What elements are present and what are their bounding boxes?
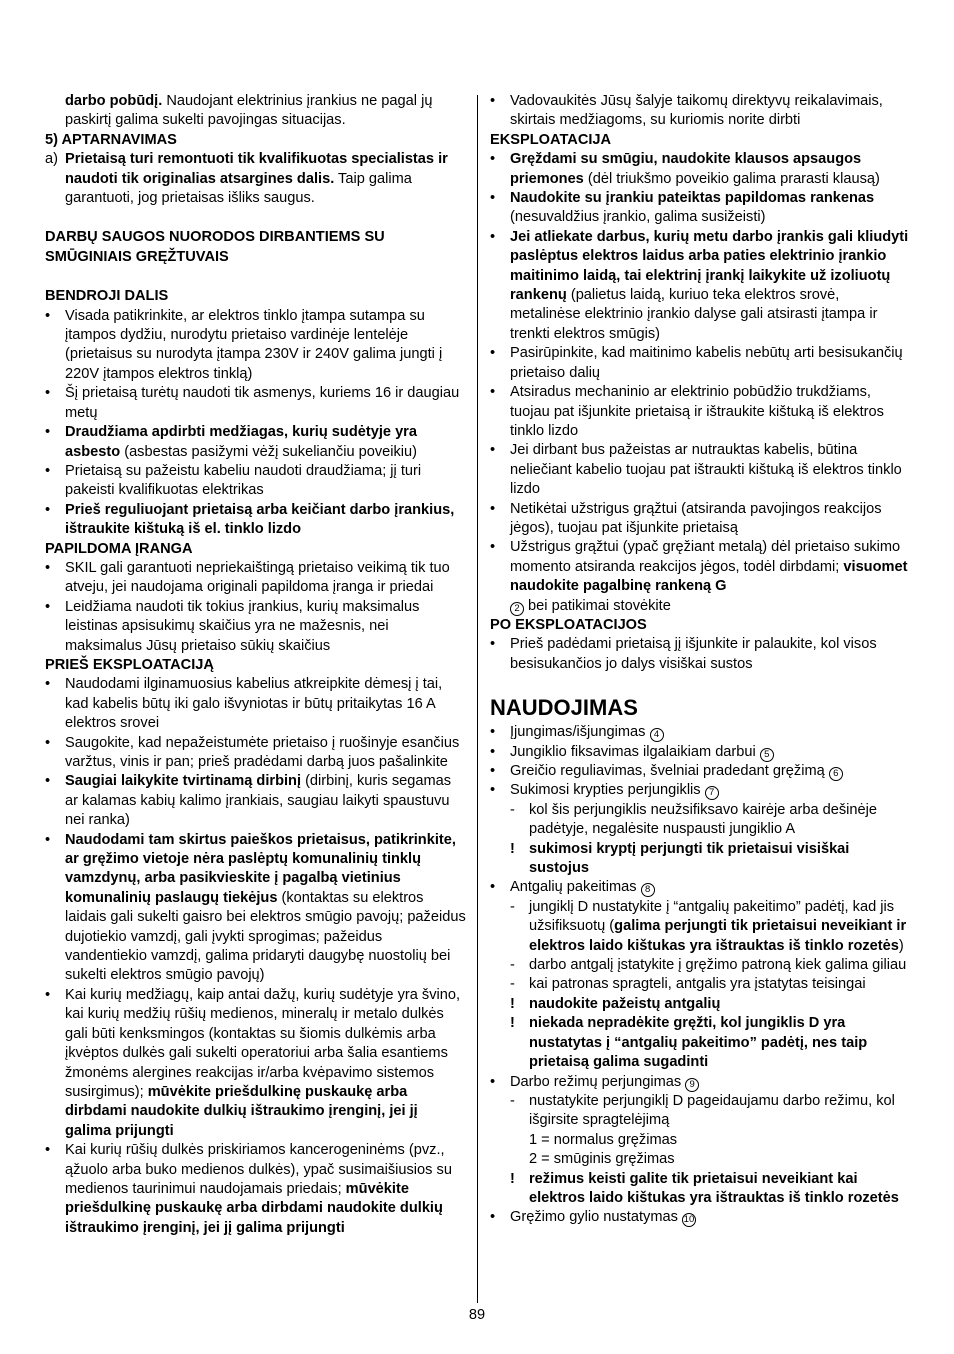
item-bold: Saugiai laikykite tvirtinamą dirbinį	[65, 773, 302, 790]
intro-text: Naudojant elektrinius įrankius ne pagal jų paskirtį galima sukelti pavojingas situacijas.	[65, 93, 433, 129]
intro-bold: darbo pobūdį.	[65, 93, 163, 109]
bullet-marker: •	[490, 442, 496, 459]
bullet-marker: •	[490, 539, 496, 556]
dash-item	[490, 975, 912, 994]
list-item	[45, 831, 467, 986]
figure-ref-number: 2	[510, 602, 524, 616]
dash-marker: -	[510, 976, 515, 993]
item-text: Jungiklio fiksavimas ilgalaikiam darbui	[510, 743, 760, 760]
right-column	[490, 92, 912, 1228]
bullet-marker: •	[490, 93, 496, 109]
section-title: NAUDOJIMAS	[490, 695, 638, 721]
item-text: SKIL gali garantuoti nepriekaištingą prietaiso veikimą tik tuo atveju, jei naudojama originali papildoma įranga ir priedai	[65, 559, 450, 596]
item-text: )	[898, 937, 904, 954]
bullet-marker: •	[490, 384, 496, 401]
left-column	[45, 92, 467, 1238]
list-item	[45, 734, 467, 773]
bullet-marker: •	[490, 743, 496, 760]
list-item	[490, 1208, 912, 1227]
item-text: (kontaktas su elektros laidais gali sukelti gaisro bei elektros smūgio pavojų; pažeidus dujotiekio vamzdį, gali įvykti sprogimas; pažeidus vandentiekio vamzdį, galima pridaryti daugybę nuostolių bei sukelti elektros smūgio pavojų)	[65, 889, 466, 984]
item-text: Šį prietaisą turėtų naudoti tik asmenys, kuriems 16 ir daugiau metų	[65, 385, 460, 421]
warning-marker: !	[510, 1015, 515, 1032]
item-text: Naudodami ilginamuosius kabelius atkreipkite dėmesį į tai, kad kabelis būtų iki galo išvyniotas ir būtų pritaikytas 16 A elektros srovei	[65, 676, 443, 732]
list-item	[45, 675, 467, 733]
warning-marker: !	[510, 995, 515, 1012]
list-item	[45, 384, 467, 423]
bullet-marker: •	[490, 345, 496, 362]
figure-ref-number: 6	[829, 767, 843, 781]
item-text: Jei dirbant bus pažeistas ar nutrauktas kabelis, būtina neliečiant kabelio tuojau pat ištraukti kištuką iš elektros tinklo lizdo	[510, 442, 902, 498]
bullet-marker: •	[490, 500, 496, 517]
list-item	[45, 462, 467, 501]
figure-ref-number: 5	[760, 748, 774, 762]
list-item	[490, 441, 912, 499]
list-item	[45, 986, 467, 1141]
warning-item	[490, 995, 912, 1014]
dash-item	[490, 898, 912, 956]
list-item	[490, 781, 912, 800]
item-bold: galima perjungti tik prietaisui neveikiant ir elektros laido kištukas yra ištrauktas iš tinklo rozetės	[529, 918, 907, 954]
bullet-marker: •	[45, 307, 51, 324]
item-text: Kai kurių rūšių dulkės priskiriamos kancerogeninėms (pvz., ąžuolo arba buko medienos dulkės), ypač susimaišiusios su medienos taurinimui naudojamais priedais;	[65, 1142, 452, 1197]
item-text: Antgalių pakeitimas	[510, 879, 641, 896]
list-item	[490, 92, 912, 131]
item-bold: Gręždami su smūgiu, naudokite klausos apsaugos priemones	[510, 151, 862, 187]
item-text: jungiklį D nustatykite į “antgalių pakeitimo” padėtį, kad jis užsifiksuotų (	[529, 898, 895, 935]
item-text: (nesuvaldžius įrankio, galima susižeisti)	[510, 209, 766, 226]
item-text: (dėl triukšmo poveikio galima prarasti klausą)	[583, 170, 880, 187]
item-bold: Jei atliekate darbus, kurių metu darbo įrankis gali kliudyti paslėptus elektros laidus arba paties elektrinio įrankio maitinimo laidą, tai elektrinį įrankį laikykite už izoliuotų rankenų	[510, 228, 909, 304]
before-use-heading: PRIEŠ EKSPLOATACIJĄ	[45, 656, 214, 673]
list-item	[490, 743, 912, 762]
mode-line: 2 = smūginis gręžimas	[529, 1151, 675, 1168]
list-item	[490, 228, 912, 344]
item-text: (dirbinį, kuris segamas ar kalamas kabių kalimo įrankiais, saugiau laikyti spaustuvu nei ranka)	[65, 773, 452, 829]
item-text: Greičio reguliavimas, švelniai pradedant gręžimą	[510, 763, 829, 779]
item-text: Atsiradus mechaninio ar elektrinio pobūdžio trukdžiams, tuojau pat išjunkite prietaisą ir ištraukite kištuką iš elektros tinklo lizdo	[510, 384, 884, 439]
list-item	[490, 635, 912, 674]
item-bold: mūvėkite priešdulkinę puskaukę arba dirbdami naudokite dulkių ištraukimo įrenginį, jei jį galima prijungti	[65, 1180, 443, 1236]
item-text: Vadovaukitės Jūsų šalyje taikomų direktyvų reikalavimais, skirtais medžiagoms, su kuriomis norite dirbti	[510, 93, 883, 129]
item-text: Saugokite, kad nepažeistumėte prietaiso į ruošinyje esančius varžtus, vinis ir pan; prieš pradėdami darbą juos pašalinkite	[65, 734, 460, 770]
item-marker: a)	[45, 151, 58, 168]
figure-ref-number: 7	[705, 786, 719, 800]
bullet-marker: •	[490, 782, 496, 799]
bullet-marker: •	[490, 190, 496, 207]
dash-item	[490, 1092, 912, 1170]
list-item	[45, 1141, 467, 1238]
item-text: sukimosi kryptį perjungti tik prietaisui visiškai sustojus	[529, 840, 850, 877]
figure-ref-number: 10	[683, 1214, 695, 1226]
mode-line: 1 = normalus gręžimas	[529, 1131, 678, 1148]
page-number: 89	[468, 1307, 486, 1323]
item-text: Darbo režimų perjungimas	[510, 1073, 686, 1090]
warning-marker: !	[510, 840, 515, 857]
item-text: Visada patikrinkite, ar elektros tinklo įtampa sutampa su įtampos dydžiu, nurodytu prietaiso vardinėje lentelėje (prietaisus su nurodyta įtampa 230V ir 240V galima jungti į 220V įtampos elektros tinklą)	[65, 307, 443, 382]
list-item	[490, 383, 912, 441]
safety-title: DARBŲ SAUGOS NUORODOS DIRBANTIEMS SU SMŪGINIAIS GRĘŽTUVAIS	[45, 229, 385, 265]
bullet-marker: •	[45, 598, 51, 615]
bullet-marker: •	[490, 636, 496, 653]
dash-marker: -	[510, 1092, 515, 1109]
bullet-marker: •	[490, 763, 496, 779]
figure-ref-number: 8	[641, 883, 655, 897]
figure-ref-number: 4	[650, 728, 664, 742]
item-text: Netikėtai užstrigus grąžtui (atsiranda pavojingos reakcijos jėgos), tuojau pat išjunkite prietaisą	[510, 500, 882, 536]
accessories-heading: PAPILDOMA ĮRANGA	[45, 540, 193, 557]
list-item	[45, 423, 467, 462]
dash-item	[490, 801, 912, 840]
warning-item	[490, 840, 912, 879]
bullet-marker: •	[45, 501, 51, 518]
bullet-marker: •	[490, 879, 496, 896]
bullet-marker: •	[45, 831, 51, 848]
figure-ref-number: 9	[685, 1078, 699, 1092]
bullet-marker: •	[45, 676, 51, 693]
service-heading: 5) APTARNAVIMAS	[45, 131, 177, 148]
bullet-marker: •	[490, 1209, 496, 1226]
warning-marker: !	[510, 1170, 515, 1187]
item-text: Sukimosi krypties perjungiklis	[510, 782, 705, 799]
item-bold: Draudžiama apdirbti medžiagas, kurių sudėtyje yra asbesto	[65, 424, 417, 460]
list-item	[45, 772, 467, 830]
bullet-marker: •	[45, 424, 51, 441]
item-text: Pasirūpinkite, kad maitinimo kabelis nebūtų arti besisukančių prietaiso dalių	[510, 345, 903, 381]
bullet-marker: •	[490, 724, 496, 741]
list-item	[490, 878, 912, 897]
bullet-marker: •	[45, 385, 51, 402]
item-text: kai patronas spragteli, antgalis yra įstatytas teisingai	[529, 976, 866, 993]
dash-item	[490, 956, 912, 975]
after-use-heading: PO EKSPLOATACIJOS	[490, 616, 647, 633]
item-bold: visuomet naudokite pagalbinę rankeną G	[510, 558, 908, 595]
list-item	[45, 559, 467, 598]
item-text: Kai kurių medžiagų, kaip antai dažų, kurių sudėtyje yra švino, kai kurių medžių rūšių medienos, mineralų ir metalo dulkės gali būti kenksmingos (kontaktas su šiomis dulkėmis arba įkvėptos dulkės gali sukelti operatoriui arba šalia esantiems žmonėms alergines reakcijas ir/arba kvėpavimo sistemos susirgimus);	[65, 986, 461, 1100]
list-item	[490, 538, 912, 616]
item-text: Taip galima garantuoti, jog prietaisas išliks saugus.	[65, 170, 412, 207]
dash-marker: -	[510, 957, 515, 974]
item-text: Įjungimas/išjungimas	[510, 724, 650, 741]
bullet-marker: •	[45, 773, 51, 790]
item-text: nustatykite perjungiklį D pageidaujamu darbo režimu, kol išgirsite spragtelėjimą	[529, 1092, 895, 1129]
list-item	[45, 501, 467, 540]
item-text: režimus keisti galite tik prietaisui neveikiant kai elektros laido kištukas yra ištrauktas iš tinklo rozetės	[529, 1170, 899, 1206]
item-bold: Naudokite su įrankiu pateiktas papildomas rankenas	[510, 190, 875, 207]
list-item	[490, 344, 912, 383]
intro-paragraph	[45, 92, 467, 131]
list-item	[490, 723, 912, 742]
item-text: kol šis perjungiklis neužsifiksavo kairėje arba dešinėje padėtyje, negalėsite nuspausti jungiklio A	[529, 801, 877, 838]
list-item	[45, 307, 467, 385]
bullet-marker: •	[45, 986, 51, 1003]
column-divider	[477, 95, 478, 1303]
operation-heading: EKSPLOATACIJA	[490, 131, 612, 148]
item-text: (palietus laidą, kuriuo teka elektros srovė, metalinėse elektrinio įrankio dalyse gali atsirasti įtampa ir trenkti elektros smūgis)	[510, 287, 878, 342]
bullet-marker: •	[45, 734, 51, 751]
list-item	[490, 500, 912, 539]
dash-marker: -	[510, 898, 515, 915]
item-bold: Prietaisą turi remontuoti tik kvalifikuotas specialistas ir naudoti tik originalias atsargines dalis.	[65, 151, 448, 187]
item-text: niekada nepradėkite gręžti, kol jungiklis D yra nustatytas į “antgalių pakeitimo” padėtį, nes taip prietaisą galima sugadinti	[529, 1015, 868, 1071]
list-item	[45, 598, 467, 656]
list-item	[490, 762, 912, 781]
item-text: Gręžimo gylio nustatymas	[510, 1209, 682, 1226]
bullet-marker: •	[45, 1142, 51, 1159]
item-text: (asbestas pasižymi vėžį sukeliančiu poveikiu)	[120, 443, 418, 460]
dash-marker: -	[510, 801, 515, 818]
item-text: bei patikimai stovėkite	[524, 597, 671, 614]
bullet-marker: •	[45, 559, 51, 576]
warning-item	[490, 1014, 912, 1072]
item-text: naudokite pažeistų antgalių	[529, 995, 721, 1012]
warning-item	[490, 1170, 912, 1209]
item-text: Užstrigus grąžtui (ypač gręžiant metalą) dėl prietaiso sukimo momento atsiranda reakcijos jėgos, todėl dirbdami;	[510, 539, 901, 575]
bullet-marker: •	[490, 151, 496, 168]
item-bold: Naudodami tam skirtus paieškos prietaisus, patikrinkite, ar gręžimo vietoje nėra paslėptų komunalinių tinklų vamzdynų, arba pasikvieskite į pagalbą vietinius komunalinių paslaugų tiekėjus	[65, 831, 456, 906]
bullet-marker: •	[490, 1073, 496, 1090]
item-text: darbo antgalį įstatykite į gręžimo patroną kiek galima giliau	[529, 957, 907, 974]
item-bold: mūvėkite priešdulkinę puskaukę arba dirbdami naudokite dulkių ištraukimo įrenginį, jei jį galima prijungti	[65, 1083, 418, 1139]
bullet-marker: •	[45, 462, 51, 479]
item-text: Prieš padėdami prietaisą jį išjunkite ir palaukite, kol visos besisukančios jo dalys visiškai sustos	[510, 636, 877, 672]
list-item	[490, 150, 912, 189]
item-text: Prietaisą su pažeistu kabeliu naudoti draudžiama; jį turi pakeisti kvalifikuotas elektrikas	[65, 462, 422, 499]
item-text: Leidžiama naudoti tik tokius įrankius, kurių maksimalus leistinas apsisukimų skaičius yra ne mažesnis, nei maksimalus Jūsų prietaiso sūkių skaičius	[65, 598, 420, 654]
service-item-a	[45, 150, 467, 208]
item-bold: Prieš reguliuojant prietaisą arba keičiant darbo įrankius, ištraukite kištuką iš el. tinklo lizdo	[65, 501, 455, 538]
bullet-marker: •	[490, 228, 496, 245]
list-item	[490, 1073, 912, 1092]
list-item	[490, 189, 912, 228]
general-heading: BENDROJI DALIS	[45, 288, 169, 305]
